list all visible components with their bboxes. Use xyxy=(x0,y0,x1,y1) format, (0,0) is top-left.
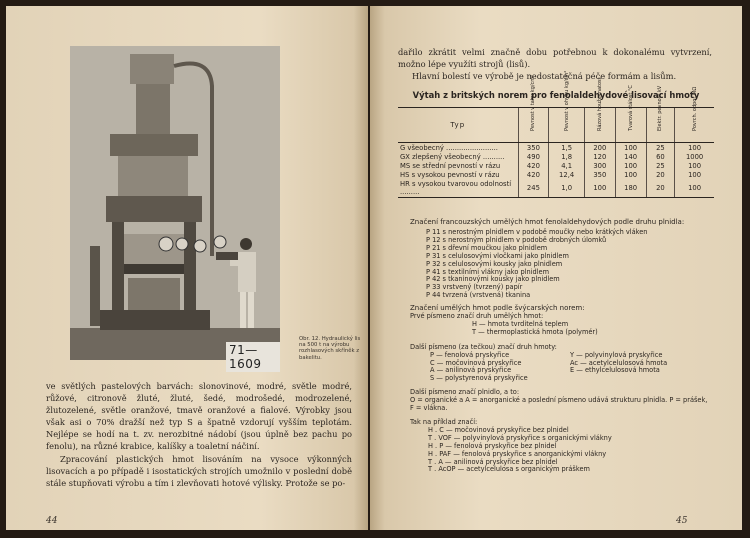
list-item: T — thermoplastická hmota (polymér) xyxy=(472,327,598,336)
list-item: H . C — močovinová pryskyřice bez plnidel xyxy=(428,425,569,434)
swiss-norms-section xyxy=(410,304,710,474)
list-item: P 31 s celulosovými vločkami jako plnidlem xyxy=(426,251,569,260)
list-item: P — fenolová pryskyřice xyxy=(430,350,510,359)
list-item: Y — polyvinylová pryskyřice xyxy=(570,350,663,359)
table-header: Rázová houževnatost xyxy=(584,108,615,143)
paragraph-colors: ve světlých pastelových barvách: slonovinové, modré, světle modré, růžové, citronově žluté, žluté, šedé, modrošedé, modrozelené, žlutozelené, světle oranžové, tmavě oranžové a fialové. Výrobky jsou však asi o 70% dražší než typ S a špatně vzdorují vyšším teplotám. Nejlépe se hodí na t. zv. nerozbitné nádobí (jsou úplně bez pachu po fenolu), na různé krabice, kalíšky a toaletní náčiní. xyxy=(46,381,352,452)
table-row: HR s vysokou tvarovou odolností ......... 245 1,0 100 180 20 100 xyxy=(398,179,714,198)
table-title: Výtah z britských norem pro fenolaldehydové lisovací hmoty xyxy=(412,90,700,100)
list-item: Ac — acetylcelulosová hmota xyxy=(570,358,668,367)
table-row: G všeobecný ........................ 350 1,5 200 100 25 100 xyxy=(398,143,714,153)
table-row: MS se střední pevností v rázu 420 4,1 300 100 25 100 xyxy=(398,161,714,170)
list-item: P 42 s tkaninovými kousky jako plnidlem xyxy=(426,275,560,284)
swiss-second-letter: Další písmeno (za tečkou) značí druh hmoty: xyxy=(410,342,557,351)
swiss-title: Značení umělých hmot podle švýcarských norem: xyxy=(410,304,585,312)
page-number-left: 44 xyxy=(46,516,58,526)
list-item: P 32 s celulosovými kousky jako plnidlem xyxy=(426,259,563,268)
list-item: P 44 tvrzená (vrstvená) tkanina xyxy=(426,291,531,300)
swiss-first-letter: Prvé písmeno značí druh umělých hmot: xyxy=(410,312,544,320)
list-item: A — anilinová pryskyřice xyxy=(430,366,512,375)
figure-caption: Obr. 12. Hydraulický lis na 500 t na výrobu rozhlasových skříněk z bakelitu. xyxy=(299,336,361,361)
french-norms-section xyxy=(410,218,710,300)
list-item: H . P — fenolová pryskyřice bez plnidel xyxy=(428,441,557,450)
paragraph-pressing: Zpracování plastických hmot lisováním na vysoce výkonných lisovacích a po případě i isostatických strojích umožnilo v poslední době stále stupňovati výrobu a tím i zlevňovati hotové výlisky. Protože se po- xyxy=(46,453,352,488)
list-item: C — močovinová pryskyřice xyxy=(430,358,522,367)
right-intro-text xyxy=(398,46,712,82)
material-codes xyxy=(410,352,710,384)
table-header: Elektr. pevnost kV xyxy=(646,108,675,143)
table-header: Povrch. odpor MΩ xyxy=(675,108,714,143)
left-page xyxy=(6,6,368,530)
table-header: Pevnost v ohybu kg/cm² xyxy=(549,108,585,143)
list-item: T . A — anilinová pryskyřice bez plnidel xyxy=(428,457,558,466)
table-header: Tvarová stálost °C xyxy=(615,108,646,143)
intro-line-1: dařilo zkrátit velmi značně dobu potřebnou k dokonalému vytvrzení, možno lépe využíti strojů (lisů). xyxy=(398,47,712,70)
list-item: P 33 vrstvený (tvrzený) papír xyxy=(426,283,523,292)
swiss-third-letter: Další písmeno značí plnidlo, a to: xyxy=(410,388,520,397)
filler-codes: O = organické a A = anorganické a poslední písmeno udává strukturu plnidla. P = prášek, F = vlákna. xyxy=(410,396,708,413)
table-header-row xyxy=(398,108,714,143)
table-header: Typ xyxy=(398,108,518,143)
french-title: Značení francouzských umělých hmot fenolaldehydových podle druhu plnidla: xyxy=(410,218,685,226)
list-item: H — hmota tvrditelná teplem xyxy=(472,319,569,328)
examples-title: Tak na příklad značí: xyxy=(410,417,478,426)
left-body-text xyxy=(46,380,352,489)
list-item: P 12 s nerostným plnidlem v podobě drobných úlomků xyxy=(426,235,607,244)
hydraulic-press-illustration xyxy=(70,46,280,360)
list-item: P 21 s dřevní moučkou jako plnidlem xyxy=(426,243,548,252)
photo-number-label: 71—1609 xyxy=(226,342,280,372)
list-item: T . AcOP — acetylcelulosa s organickým práškem xyxy=(428,465,590,474)
page-number-right: 45 xyxy=(676,516,688,526)
list-item: E — ethylcelulosová hmota xyxy=(570,366,660,375)
list-item: P 11 s nerostným plnidlem v podobě moučky nebo krátkých vláken xyxy=(426,228,648,236)
table-row: GX zlepšený všeobecný .......... 490 1,8 120 140 60 1000 xyxy=(398,152,714,161)
list-item: S — polystyrenová pryskyřice xyxy=(430,374,528,383)
press-photo xyxy=(70,46,280,371)
list-item: P 41 s textilními vlákny jako plnidlem xyxy=(426,267,550,276)
list-item: H . PAF — fenolová pryskyřice s anorganickými vlákny xyxy=(428,449,607,458)
table-row: HS s vysokou pevností v rázu 420 12,4 350 100 20 100 xyxy=(398,170,714,179)
right-page xyxy=(370,6,742,530)
list-item: T . VOF — polyvinylová pryskyřice s organickými vlákny xyxy=(428,433,612,442)
table-header: Pevnost v tahu kg/cm² xyxy=(518,108,549,143)
intro-line-2: Hlavní bolestí ve výrobě je nedostatečná péče formám a lisům. xyxy=(412,71,677,82)
